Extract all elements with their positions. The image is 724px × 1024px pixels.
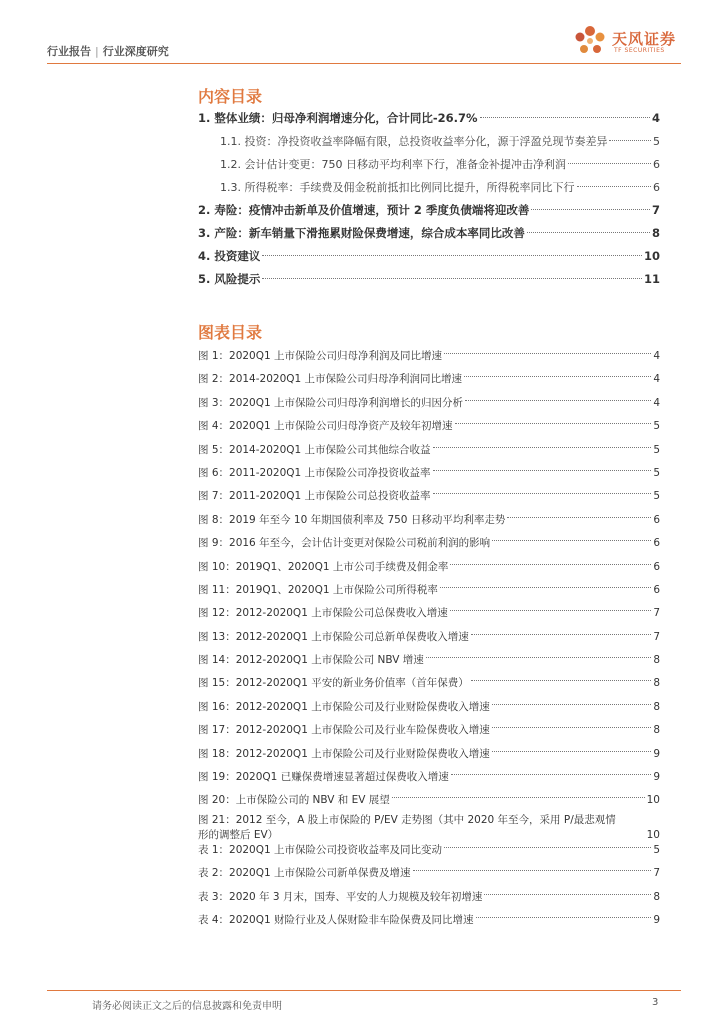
- figure-item[interactable]: 图 9：2016 年至今，会计估计变更对保险公司税前利润的影响 6: [198, 537, 660, 550]
- footer-disclaimer: 请务必阅读正文之后的信息披露和免责申明: [92, 1001, 282, 1012]
- toc-item[interactable]: 2. 寿险：疫情冲击新单及价值增速，预计 2 季度负债端将迎改善 7: [198, 203, 660, 217]
- toc-item[interactable]: 4. 投资建议 10: [198, 249, 660, 263]
- tables-list: [198, 839, 660, 933]
- figure-item[interactable]: 图 12：2012-2020Q1 上市保险公司总保费收入增速 7: [198, 607, 660, 620]
- toc-item[interactable]: 1.3. 所得税率：手续费及佣金税前抵扣比例同比提升，所得税率同比下行 6: [220, 181, 660, 194]
- figure-item-line2: 形的调整后 EV）: [198, 828, 279, 841]
- tf-securities-logo: [570, 22, 680, 60]
- table-item[interactable]: 表 1：2020Q1 上市保险公司投资收益率及同比变动 5: [198, 844, 660, 856]
- figure-item[interactable]: 图 19：2020Q1 已赚保费增速显著超过保费收入增速 9: [198, 771, 660, 784]
- table-item[interactable]: 表 3：2020 年 3 月末，国寿、平安的人力规模及较年初增速 8: [198, 890, 660, 903]
- figure-item[interactable]: 图 2：2014-2020Q1 上市保险公司归母净利润同比增速 4: [198, 373, 660, 386]
- figure-item[interactable]: 图 7：2011-2020Q1 上市保险公司总投资收益率 5: [198, 490, 660, 503]
- toc-list: [198, 107, 660, 291]
- logo-text-en: TF SECURITIES: [614, 47, 665, 54]
- figure-item-line1: 图 21：2012 至今，A 股上市保险的 P/EV 走势图（其中 2020 年至今，采用 P/最悲观情: [198, 813, 616, 826]
- page-number: 3: [652, 997, 659, 1008]
- flower-logo-icon: [570, 22, 610, 60]
- header-category: [47, 43, 169, 59]
- table-item[interactable]: 表 2：2020Q1 上市保险公司新单保费及增速 7: [198, 867, 660, 880]
- toc-item[interactable]: 1.2. 会计估计变更：750 日移动平均利率下行，准备金补提冲击净利润 6: [220, 158, 660, 171]
- figure-item[interactable]: 图 13：2012-2020Q1 上市保险公司总新单保费收入增速 7: [198, 630, 660, 643]
- figure-item[interactable]: 图 1：2020Q1 上市保险公司归母净利润及同比增速 4: [198, 350, 660, 362]
- figure-item[interactable]: 图 5：2014-2020Q1 上市保险公司其他综合收益 5: [198, 443, 660, 456]
- toc-item[interactable]: 5. 风险提示 11: [198, 272, 660, 286]
- figure-item[interactable]: 图 4：2020Q1 上市保险公司归母净资产及较年初增速 5: [198, 420, 660, 433]
- header-divider: [47, 63, 681, 64]
- figure-item-page: 10: [646, 828, 660, 841]
- figure-item[interactable]: 图 14：2012-2020Q1 上市保险公司 NBV 增速 8: [198, 654, 660, 667]
- figure-item[interactable]: 图 15：2012-2020Q1 平安的新业务价值率（首年保费） 8: [198, 677, 660, 690]
- report-category: 行业报告: [47, 45, 91, 58]
- table-item[interactable]: 表 4：2020Q1 财险行业及人保财险非车险保费及同比增速 9: [198, 914, 660, 927]
- figures-list: [198, 345, 660, 843]
- figure-item[interactable]: 图 6：2011-2020Q1 上市保险公司净投资收益率 5: [198, 466, 660, 479]
- figure-item[interactable]: 图 8：2019 年至今 10 年期国债利率及 750 日移动平均利率走势 6: [198, 513, 660, 526]
- toc-item[interactable]: 1.1. 投资：净投资收益率降幅有限，总投资收益率分化，源于浮盈兑现节奏差异 5: [220, 135, 660, 148]
- figures-title: 图表目录: [198, 323, 263, 342]
- toc-title: 内容目录: [198, 87, 263, 106]
- logo-text-cn: 天风证券: [612, 30, 677, 48]
- report-subcategory: 行业深度研究: [102, 45, 169, 58]
- figure-item[interactable]: 图 3：2020Q1 上市保险公司归母净利润增长的归因分析 4: [198, 396, 660, 409]
- footer-divider: [47, 990, 681, 991]
- header-separator: |: [95, 45, 99, 58]
- figure-item[interactable]: 图 10：2019Q1、2020Q1 上市公司手续费及佣金率 6: [198, 560, 660, 573]
- figure-item[interactable]: 图 20：上市保险公司的 NBV 和 EV 展望 10: [198, 794, 660, 807]
- figure-item[interactable]: 图 16：2012-2020Q1 上市保险公司及行业财险保费收入增速 8: [198, 700, 660, 713]
- figure-item[interactable]: 图 11：2019Q1、2020Q1 上市保险公司所得税率 6: [198, 583, 660, 596]
- toc-item[interactable]: 3. 产险：新车销量下滑拖累财险保费增速，综合成本率同比改善 8: [198, 226, 660, 240]
- figure-item[interactable]: 图 18：2012-2020Q1 上市保险公司及行业财险保费收入增速 9: [198, 747, 660, 760]
- toc-item[interactable]: 1. 整体业绩：归母净利润增速分化，合计同比-26.7% 4: [198, 111, 660, 125]
- figure-item[interactable]: 图 17：2012-2020Q1 上市保险公司及行业车险保费收入增速 8: [198, 724, 660, 737]
